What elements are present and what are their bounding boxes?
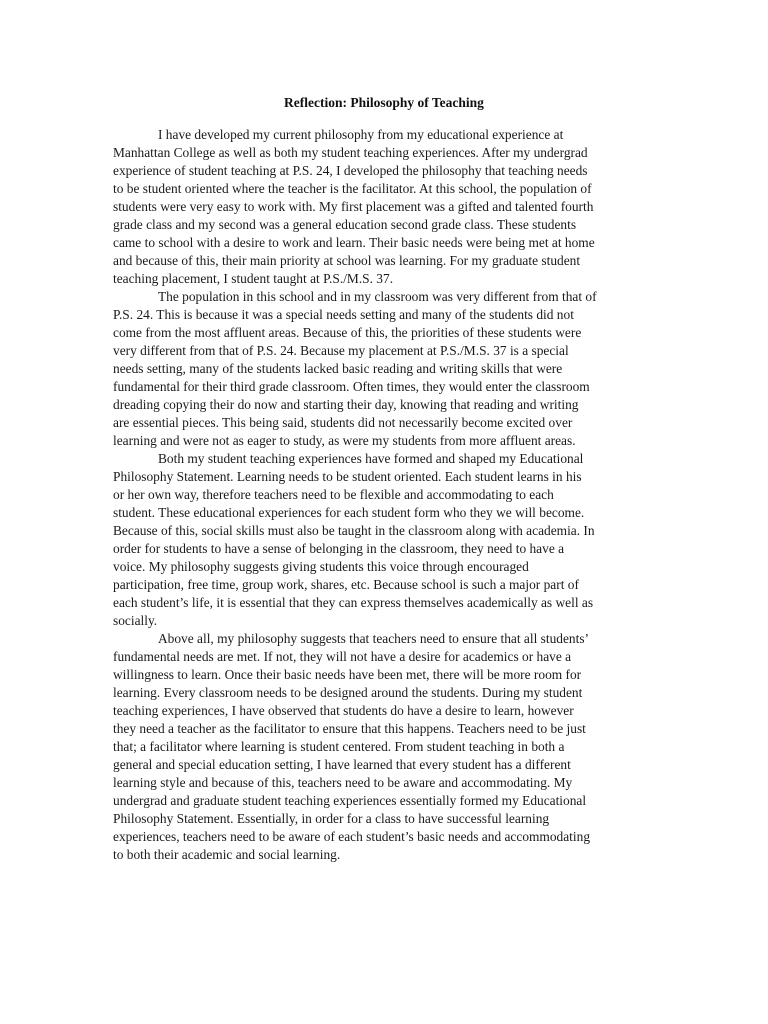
text-line: teaching placement, I student taught at P.S./M.S. 37.: [113, 271, 394, 286]
text-line: very different from that of P.S. 24. Because my placement at P.S./M.S. 37 is a special: [113, 343, 569, 358]
text-line: Philosophy Statement. Learning needs to be student oriented. Each student learns in his: [113, 469, 582, 484]
text-line: to be student oriented where the teacher is the facilitator. At this school, the population of: [113, 181, 592, 196]
document-title: Reflection: Philosophy of Teaching: [284, 95, 484, 110]
text-line: are essential pieces. This being said, students did not necessarily become excited over: [113, 415, 573, 430]
text-line: students were very easy to work with. My first placement was a gifted and talented fourth: [113, 199, 594, 214]
text-line: fundamental for their third grade classroom. Often times, they would enter the classroom: [113, 379, 590, 394]
text-line: and because of this, their main priority at school was learning. For my graduate student: [113, 253, 581, 268]
text-line: student. These educational experiences for each student form who they we will become.: [113, 505, 585, 520]
text-line: grade class and my second was a general education second grade class. These students: [113, 217, 577, 232]
text-line: dreading copying their do now and starting their day, knowing that reading and writing: [113, 397, 579, 412]
text-line: each student’s life, it is essential that they can express themselves academically as well as: [113, 595, 594, 610]
text-line: they need a teacher as the facilitator to ensure that this happens. Teachers need to be just: [113, 721, 586, 736]
text-line: learning. Every classroom needs to be designed around the students. During my student: [113, 685, 583, 700]
text-line: Above all, my philosophy suggests that teachers need to ensure that all students’: [158, 631, 590, 646]
document-body: [113, 126, 658, 864]
text-line: come from the most affluent areas. Because of this, the priorities of these students were: [113, 325, 582, 340]
text-line: Because of this, social skills must also be taught in the classroom along with academia. In: [113, 523, 595, 538]
paragraph: [113, 450, 658, 630]
paragraph: [113, 126, 658, 288]
text-line: or her own way, therefore teachers need to be flexible and accommodating to each: [113, 487, 554, 502]
text-line: experience of student teaching at P.S. 24, I developed the philosophy that teaching needs: [113, 163, 588, 178]
text-line: needs setting, many of the students lacked basic reading and writing skills that were: [113, 361, 563, 376]
text-line: experiences, teachers need to be aware of each student’s basic needs and accommodating: [113, 829, 591, 844]
text-line: Both my student teaching experiences have formed and shaped my Educational: [158, 451, 584, 466]
text-line: willingness to learn. Once their basic needs have been met, there will be more room for: [113, 667, 582, 682]
text-line: The population in this school and in my classroom was very different from that of: [158, 289, 597, 304]
text-line: to both their academic and social learning.: [113, 847, 341, 862]
text-line: general and special education setting, I have learned that every student has a different: [113, 757, 571, 772]
text-line: Manhattan College as well as both my student teaching experiences. After my undergrad: [113, 145, 588, 160]
text-line: socially.: [113, 613, 158, 628]
text-line: learning and were not as eager to study, as were my students from more affluent areas.: [113, 433, 576, 448]
text-line: teaching experiences, I have observed that students do have a desire to learn, however: [113, 703, 574, 718]
text-line: P.S. 24. This is because it was a special needs setting and many of the students did not: [113, 307, 574, 322]
text-line: undergrad and graduate student teaching experiences essentially formed my Educational: [113, 793, 587, 808]
text-line: that; a facilitator where learning is student centered. From student teaching in both a: [113, 739, 565, 754]
text-line: learning style and because of this, teachers need to be aware and accommodating. My: [113, 775, 573, 790]
text-line: order for students to have a sense of belonging in the classroom, they need to have a: [113, 541, 565, 556]
text-line: Philosophy Statement. Essentially, in order for a class to have successful learning: [113, 811, 550, 826]
paragraph: [113, 630, 658, 864]
text-line: voice. My philosophy suggests giving students this voice through encouraged: [113, 559, 529, 574]
text-line: participation, free time, group work, shares, etc. Because school is such a major part of: [113, 577, 579, 592]
text-line: came to school with a desire to work and learn. Their basic needs were being met at home: [113, 235, 595, 250]
text-line: I have developed my current philosophy from my educational experience at: [158, 127, 564, 142]
paragraph: [113, 288, 658, 450]
text-line: fundamental needs are met. If not, they will not have a desire for academics or have a: [113, 649, 572, 664]
